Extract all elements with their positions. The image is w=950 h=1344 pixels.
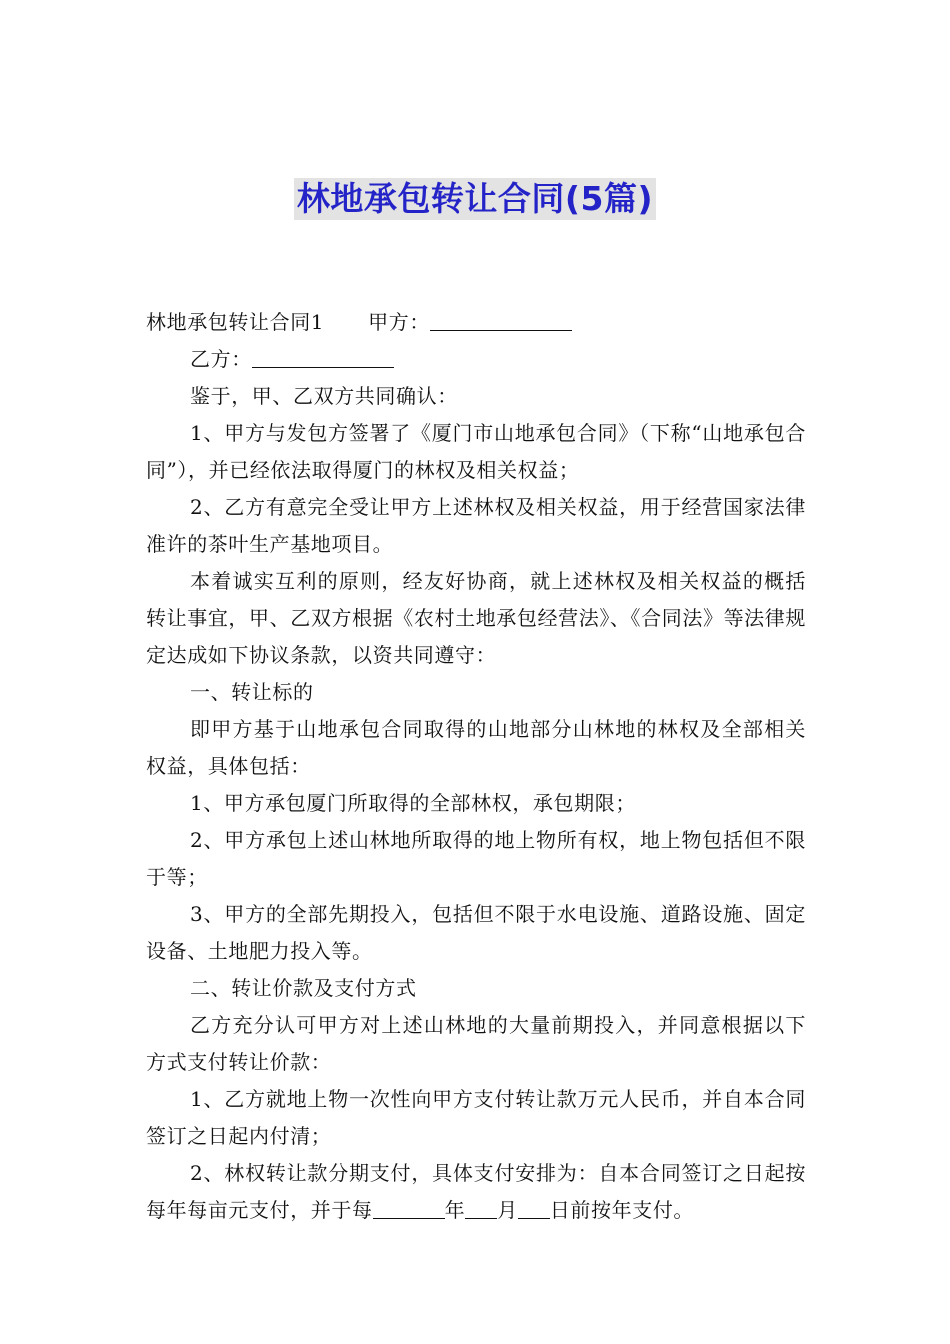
contract-heading: 林地承包转让合同1 <box>146 310 325 334</box>
intro-line <box>146 304 806 341</box>
day-blank[interactable] <box>518 1198 550 1219</box>
paragraph: 2、甲方承包上述山林地所取得的地上物所有权，地上物包括但不限于等； <box>146 828 806 889</box>
title-wrap <box>0 178 950 220</box>
paragraph: 1、乙方就地上物一次性向甲方支付转让款万元人民币，并自本合同签订之日起内付清； <box>146 1087 806 1148</box>
year-label: 年 <box>444 1198 466 1222</box>
paragraph: 本着诚实互利的原则，经友好协商，就上述林权及相关权益的概括转让事宜，甲、乙双方根据《农村土地承包经营法》、《合同法》等法律规定达成如下协议条款，以资共同遵守： <box>146 569 806 667</box>
payment-text: 2、林权转让款分期支付，具体支付安排为：自本合同签订之日起按每年每亩元支付，并于每 <box>146 1161 806 1222</box>
party-b-blank[interactable] <box>252 347 394 368</box>
paragraph: 3、甲方的全部先期投入，包括但不限于水电设施、道路设施、固定设备、土地肥力投入等。 <box>146 902 806 963</box>
party-b-line <box>146 341 806 378</box>
party-a-label: 甲方： <box>368 310 430 334</box>
payment-paragraph <box>146 1155 806 1229</box>
party-b-label: 乙方： <box>190 347 252 371</box>
paragraph: 2、乙方有意完全受让甲方上述林权及相关权益，用于经营国家法律准许的茶叶生产基地项目。 <box>146 495 806 556</box>
paragraph: 即甲方基于山地承包合同取得的山地部分山林地的林权及全部相关权益，具体包括： <box>146 717 806 778</box>
party-a-blank[interactable] <box>430 310 572 331</box>
contract-body <box>146 304 806 1229</box>
year-blank[interactable] <box>373 1198 445 1219</box>
payment-text-end: 日前按年支付。 <box>549 1198 695 1222</box>
month-label: 月 <box>497 1198 518 1222</box>
paragraph: 1、甲方与发包方签署了《厦门市山地承包合同》（下称“山地承包合同”），并已经依法取得厦门的林权及相关权益； <box>146 421 806 482</box>
document-title: 林地承包转让合同(5篇) <box>294 178 656 220</box>
paragraph: 乙方充分认可甲方对上述山林地的大量前期投入，并同意根据以下方式支付转让价款： <box>146 1013 806 1074</box>
month-blank[interactable] <box>465 1198 497 1219</box>
paragraph: 1、甲方承包厦门所取得的全部林权，承包期限； <box>190 791 636 815</box>
paragraph: 鉴于，甲、乙双方共同确认： <box>190 384 458 408</box>
section-heading: 一、转让标的 <box>190 680 314 704</box>
section-heading: 二、转让价款及支付方式 <box>190 976 417 1000</box>
